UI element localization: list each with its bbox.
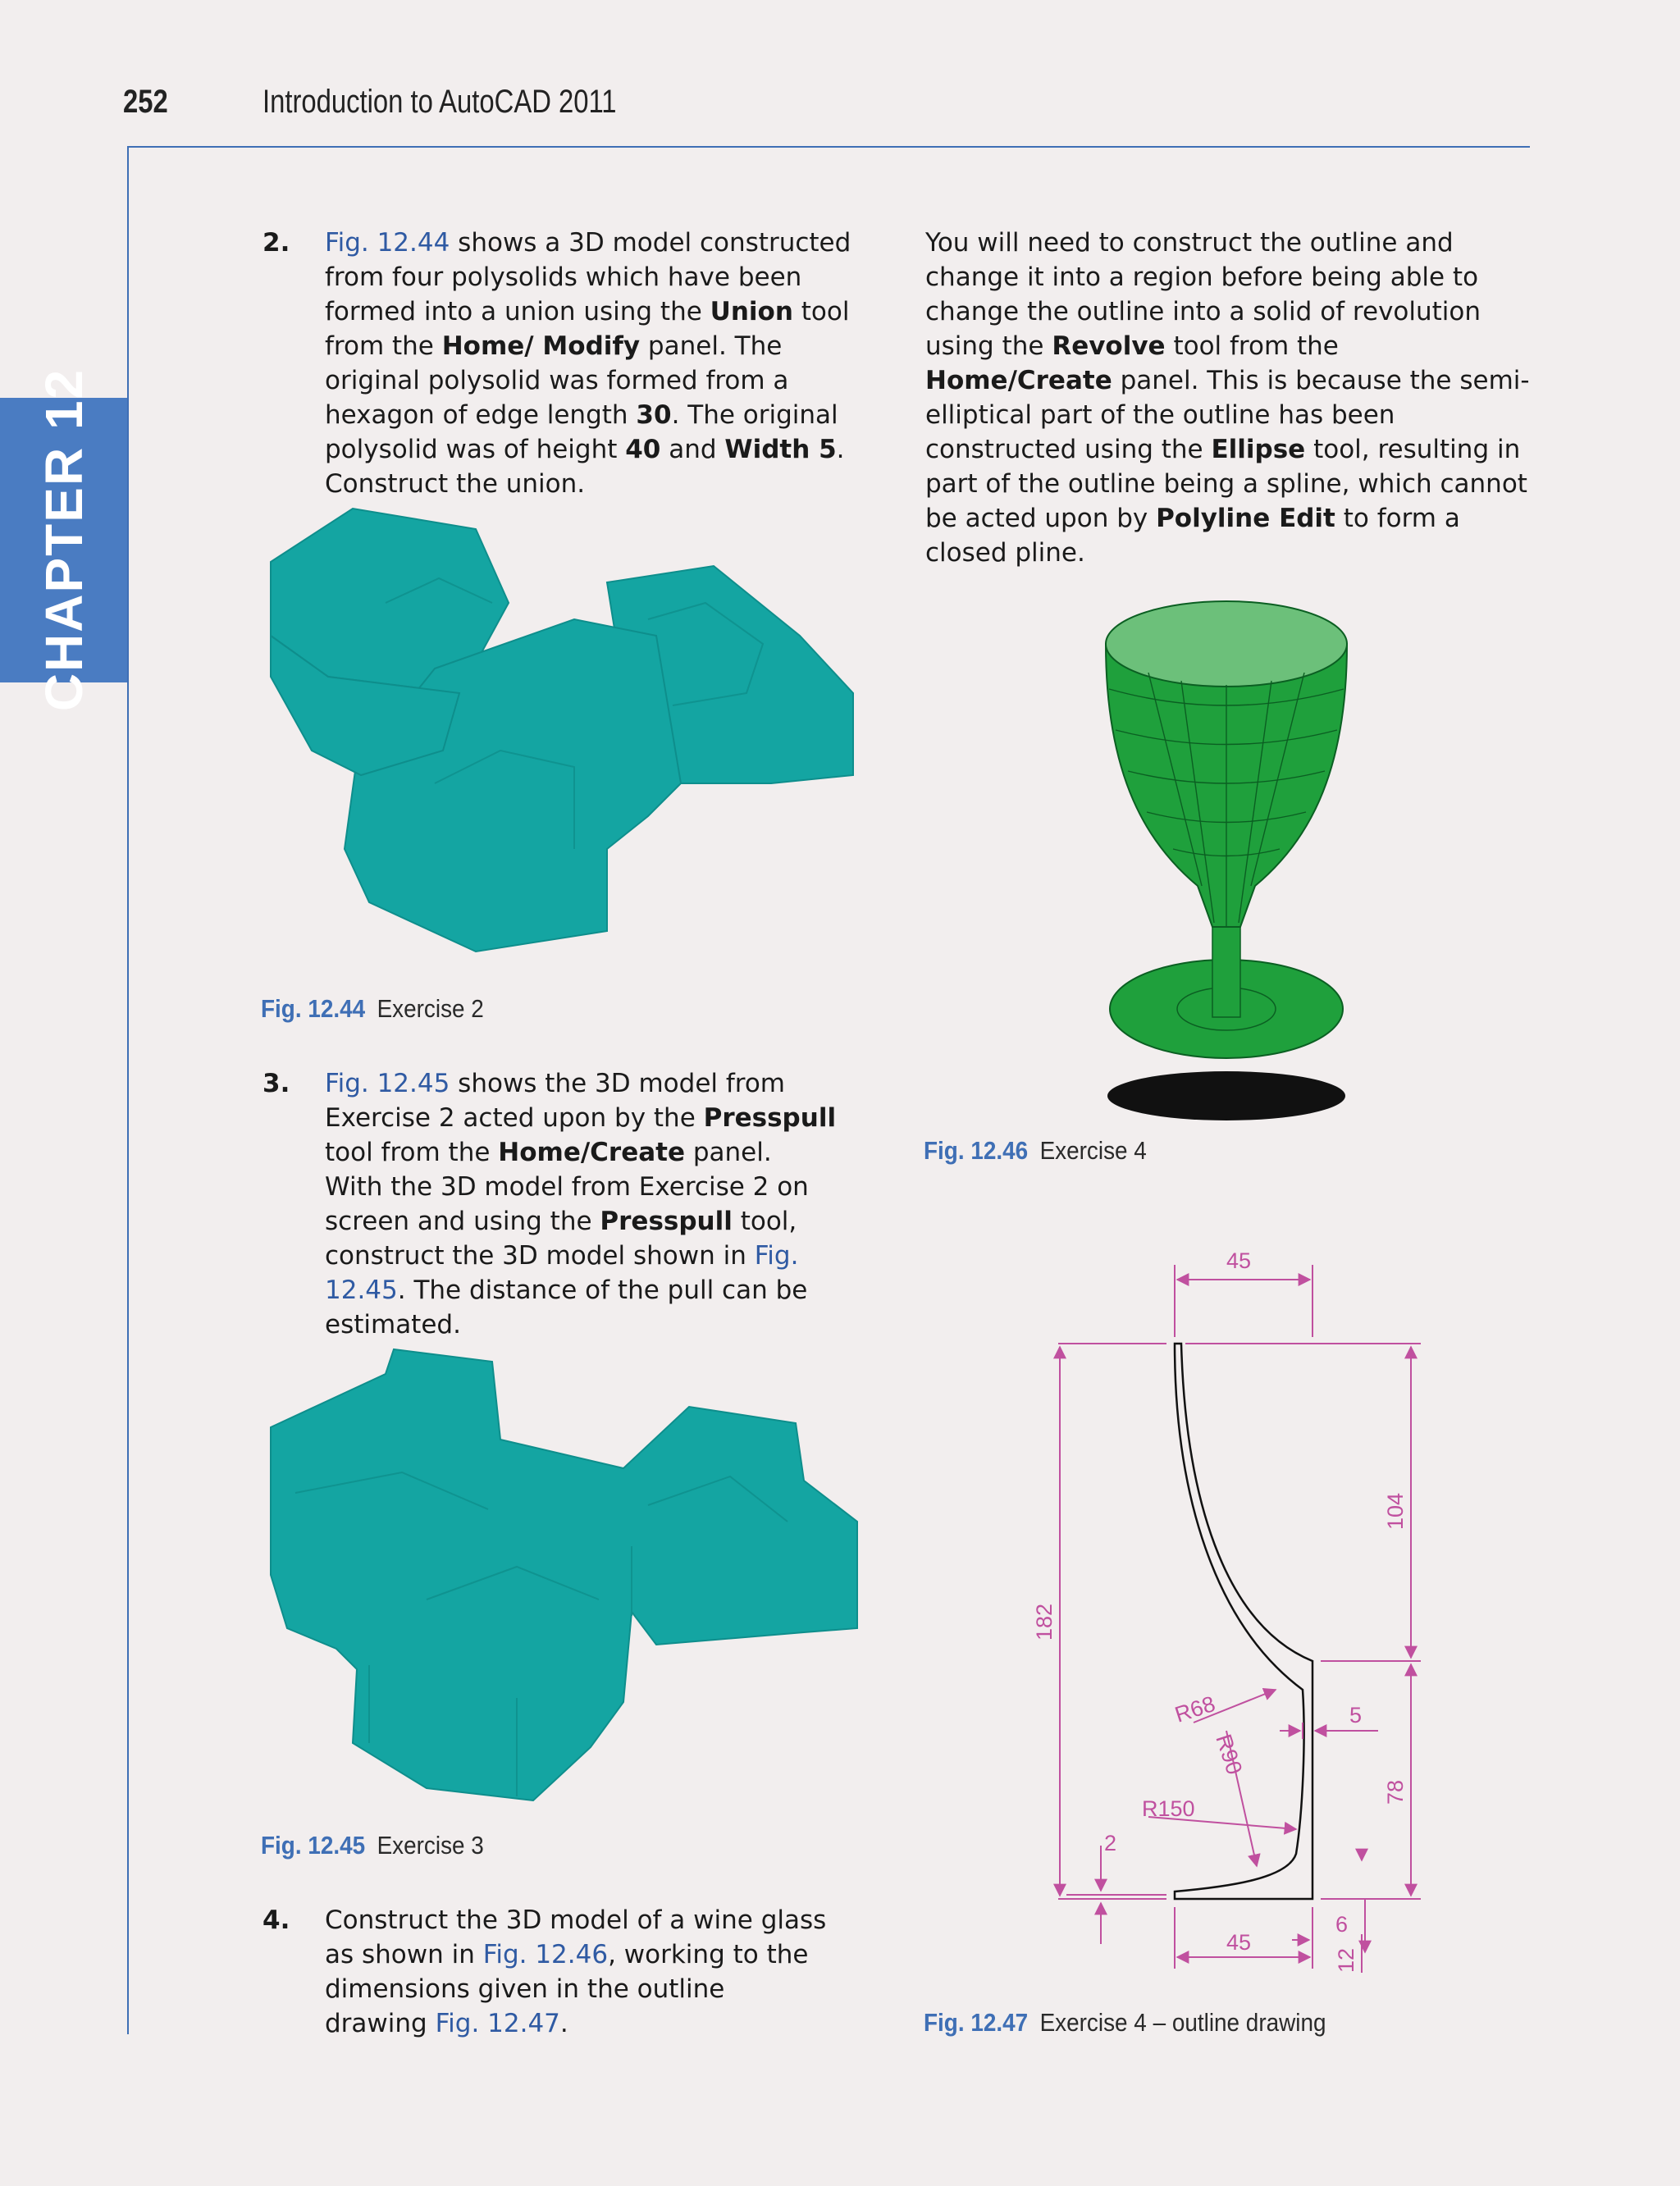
dim-total-height: 182 bbox=[1032, 1603, 1057, 1641]
revolve-instructions-text: You will need to construct the outline and change it into a region before being able to change the outline into a solid of revolution using the Revolve tool from the Home/Create panel. This is because the semi-elliptical part of the outline has been constructed using the Ellipse tool, resulting in part of the outline being a spline, which cannot be acted upon by Polyline Edit to form a closed pline. bbox=[925, 228, 1530, 568]
fig-ref-12-47[interactable]: Fig. 12.47 bbox=[435, 2009, 560, 2038]
fig-ref-12-45-inline[interactable]: Fig. 12.45 bbox=[325, 1241, 799, 1305]
margin-rule bbox=[127, 146, 129, 2034]
figure-12-44-model bbox=[262, 504, 870, 964]
dim-bottom-width: 45 bbox=[1226, 1930, 1252, 1955]
figure-12-46-wine-glass bbox=[1099, 599, 1362, 1107]
exercise-3-text: Fig. 12.45 shows the 3D model from Exercise 2 acted upon by the Presspull tool from the Home/Create panel. With the 3D model from Exercise 2 on screen and using the Presspull tool, construct the 3D model shown in Fig. 12.45. The distance of the pull can be estimated. bbox=[325, 1069, 837, 1339]
dim-lower-height: 78 bbox=[1383, 1779, 1408, 1805]
figure-12-47-outline-drawing bbox=[1032, 1247, 1436, 1993]
dim-step: 5 bbox=[1349, 1703, 1363, 1727]
exercise-2-text: Fig. 12.44 shows a 3D model constructed from four polysolids which have been formed into a union using the Union tool from the Home/ Modify panel. The original polysolid was formed from a hexagon of edge length 30. The original polysolid was of height 40 and Width 5. Construct the union. bbox=[325, 228, 851, 499]
figure-12-47-caption: Fig. 12.47 Exercise 4 – outline drawing bbox=[924, 2008, 1326, 2037]
chapter-tab-label: CHAPTER 12 bbox=[34, 367, 94, 712]
dim-upper-height: 104 bbox=[1383, 1492, 1408, 1530]
dim-base-step: 6 bbox=[1335, 1912, 1349, 1937]
running-title: Introduction to AutoCAD 2011 bbox=[262, 84, 617, 120]
exercise-4-text: Construct the 3D model of a wine glass as shown in Fig. 12.46, working to the dimensions given in the outline drawing Fig. 12.47. bbox=[325, 1905, 827, 2038]
dim-r90: R90 bbox=[1211, 1731, 1248, 1778]
figure-12-45-caption: Fig. 12.45 Exercise 3 bbox=[261, 1831, 484, 1860]
header-rule bbox=[127, 146, 1530, 148]
dim-r68: R68 bbox=[1171, 1691, 1218, 1727]
figure-12-44-caption: Fig. 12.44 Exercise 2 bbox=[261, 994, 484, 1023]
dim-base-thickness: 12 bbox=[1334, 1947, 1358, 1973]
exercise-4-number: 4. bbox=[262, 1905, 290, 1935]
figure-12-45-model bbox=[262, 1345, 870, 1805]
figure-12-46-caption: Fig. 12.46 Exercise 4 bbox=[924, 1136, 1147, 1165]
dim-r150: R150 bbox=[1142, 1796, 1195, 1821]
dim-top-width: 45 bbox=[1226, 1248, 1252, 1273]
dim-lip: 2 bbox=[1104, 1831, 1117, 1855]
fig-ref-12-45[interactable]: Fig. 12.45 bbox=[325, 1069, 450, 1098]
exercise-2-number: 2. bbox=[262, 228, 290, 258]
page-number: 252 bbox=[123, 84, 168, 120]
exercise-3-number: 3. bbox=[262, 1069, 290, 1098]
fig-ref-12-46[interactable]: Fig. 12.46 bbox=[482, 1940, 609, 1969]
fig-ref-12-44[interactable]: Fig. 12.44 bbox=[325, 228, 450, 258]
